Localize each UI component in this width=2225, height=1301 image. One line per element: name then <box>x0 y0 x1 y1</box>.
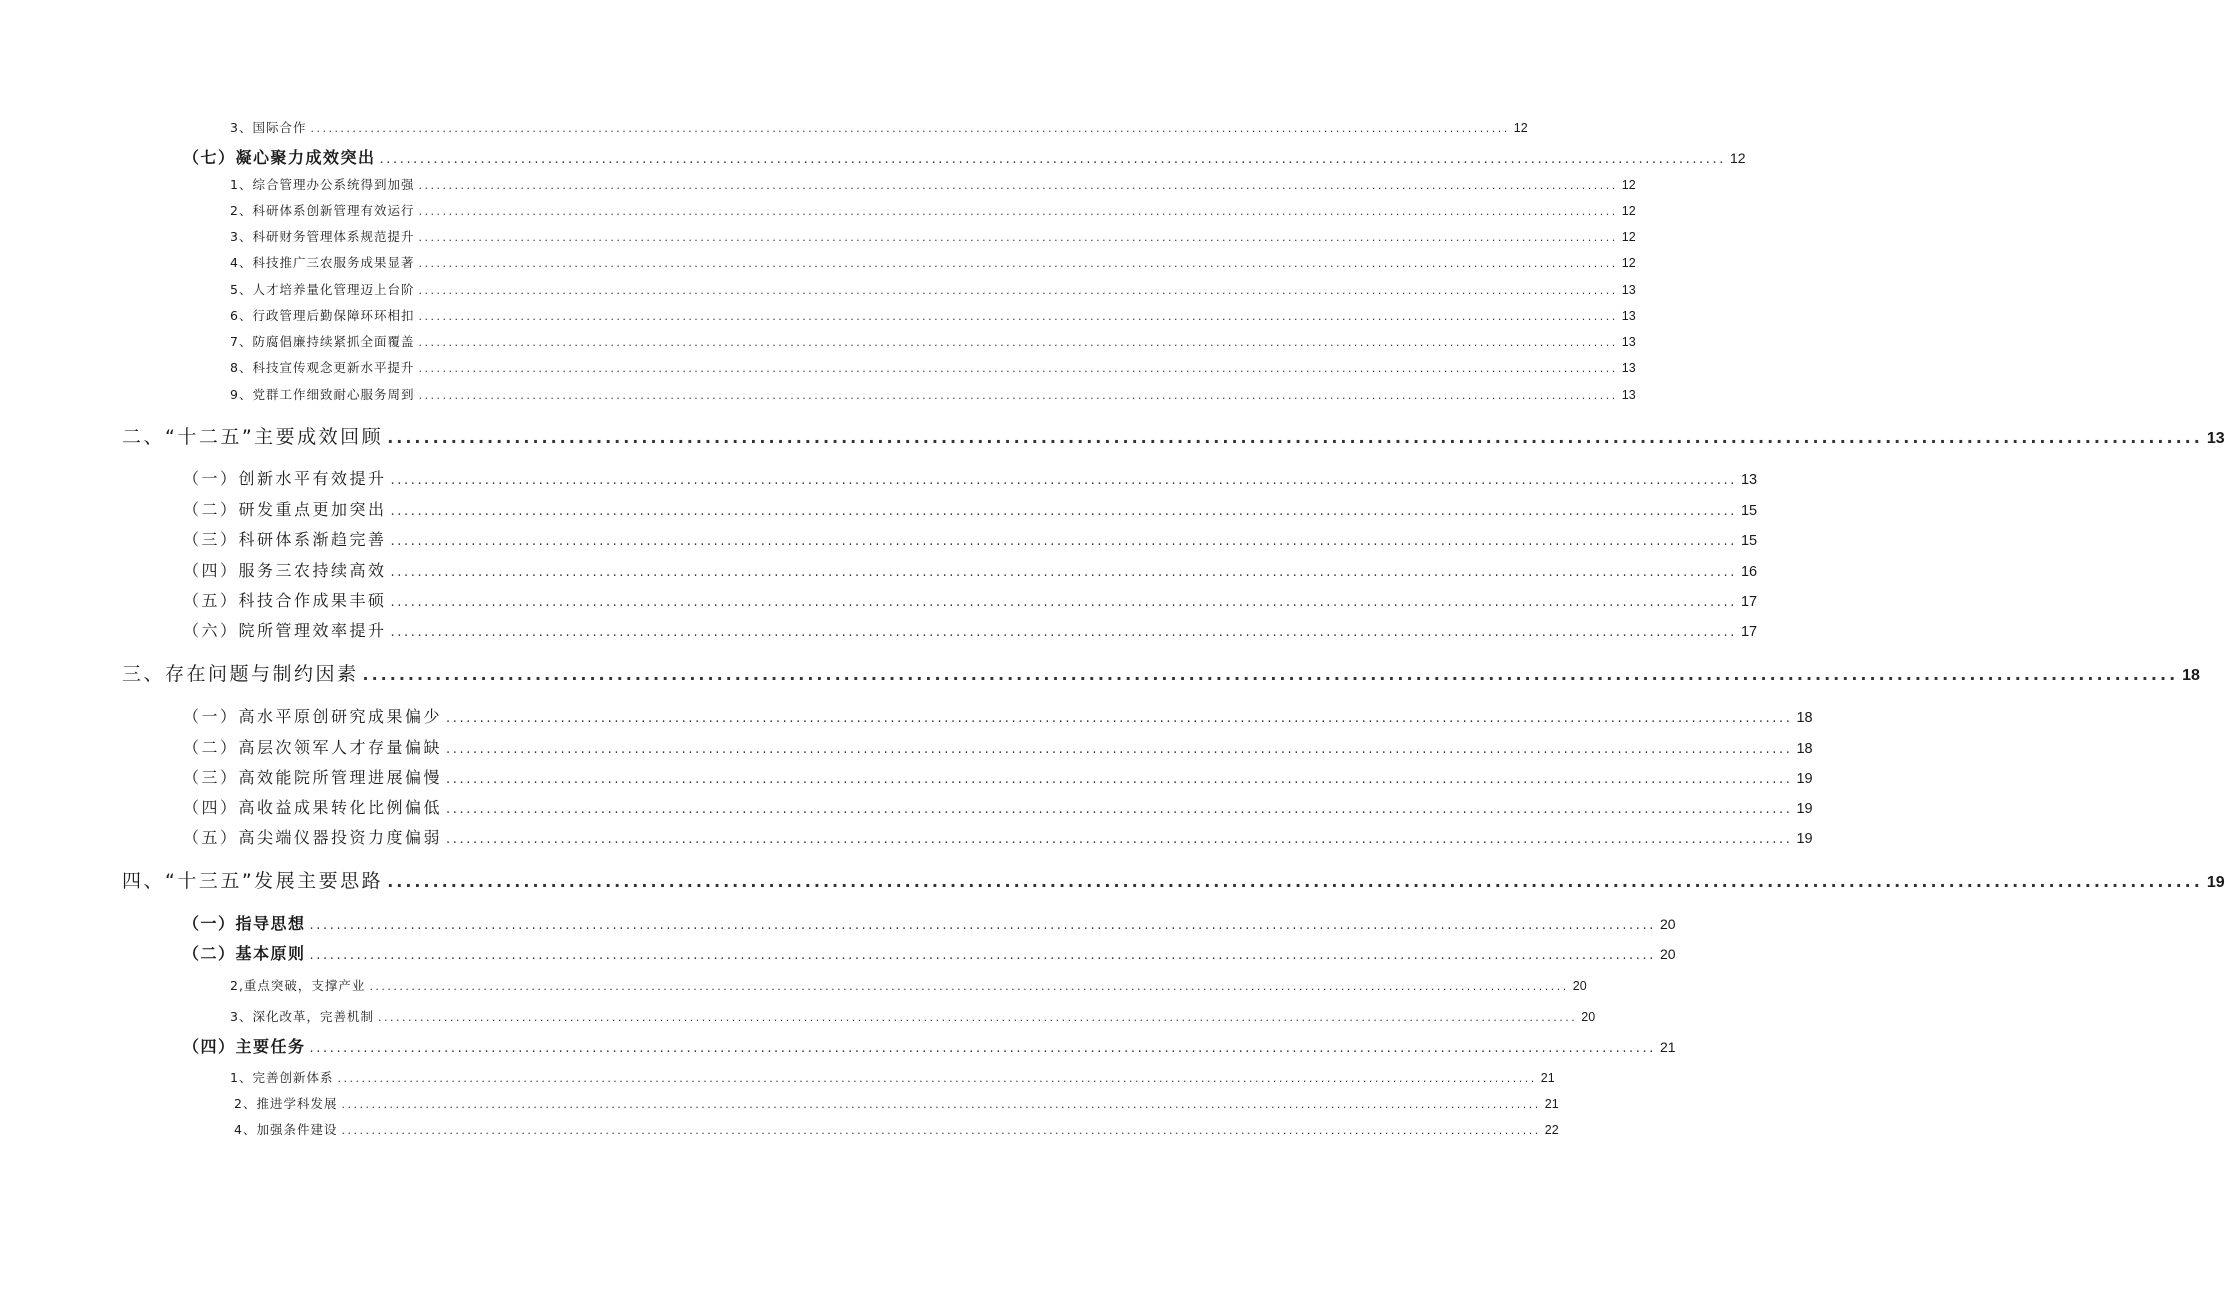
toc-page-number: 13 <box>1621 309 1636 323</box>
toc-page-number: 12 <box>1621 230 1636 244</box>
toc-chapter[interactable] <box>122 870 2225 892</box>
toc-entry[interactable] <box>230 1070 1555 1085</box>
toc-entry-title: （二）基本原则 <box>183 944 306 963</box>
toc-entry-title: 1、完善创新体系 <box>230 1070 334 1085</box>
toc-leader-dots: ........................................................................................................................................................................................................ <box>377 1011 1578 1024</box>
toc-page-number: 20 <box>1659 916 1676 932</box>
toc-leader-dots: ........................................................................................................................................................................................................ <box>446 742 1793 757</box>
toc-leader-dots: ........................................................................................................................................................................................................ <box>369 980 1569 993</box>
toc-page-number: 20 <box>1581 1010 1596 1024</box>
toc-entry[interactable] <box>230 282 1636 297</box>
toc-leader-dots: ........................................................................................................................................................................................................ <box>390 473 1737 488</box>
toc-entry[interactable] <box>183 500 1758 519</box>
toc-entry-title: 2,重点突破，支撑产业 <box>230 978 366 993</box>
toc-leader-dots: ........................................................................................................................................................................................................ <box>387 872 2203 891</box>
toc-entry-title: （一）创新水平有效提升 <box>183 469 387 488</box>
toc-entry-title: （五）科技合作成果丰硕 <box>183 591 387 610</box>
toc-leader-dots: ........................................................................................................................................................................................................ <box>390 595 1737 610</box>
toc-entry-title: （一）高水平原创研究成果偏少 <box>183 707 443 726</box>
toc-leader-dots: ........................................................................................................................................................................................................ <box>418 389 1618 402</box>
toc-entry[interactable] <box>234 1122 1559 1137</box>
toc-leader-dots: ........................................................................................................................................................................................................ <box>446 711 1793 726</box>
toc-entry-title: （二）研发重点更加突出 <box>183 500 387 519</box>
toc-entry-title: 2、推进学科发展 <box>234 1096 338 1111</box>
toc-page-number: 21 <box>1659 1039 1676 1055</box>
toc-entry-title: （四）主要任务 <box>183 1037 306 1056</box>
toc-entry-title: （七）凝心聚力成效突出 <box>183 148 376 167</box>
toc-leader-dots: ........................................................................................................................................................................................................ <box>418 336 1618 349</box>
toc-page-number: 13 <box>1740 472 1758 488</box>
toc-entry[interactable] <box>230 120 1528 135</box>
toc-entry-title: （五）高尖端仪器投资力度偏弱 <box>183 828 443 847</box>
toc-page-number: 22 <box>1544 1123 1559 1137</box>
toc-leader-dots: ........................................................................................................................................................................................................ <box>341 1124 1541 1137</box>
toc-entry[interactable] <box>183 768 1813 787</box>
toc-leader-dots: ........................................................................................................................................................................................................ <box>418 257 1618 270</box>
toc-page-number: 15 <box>1740 503 1758 519</box>
toc-leader-dots: ........................................................................................................................................................................................................ <box>309 948 1656 963</box>
toc-leader-dots: ........................................................................................................................................................................................................ <box>379 152 1726 167</box>
toc-page-number: 17 <box>1740 594 1758 610</box>
toc-entry[interactable] <box>183 148 1746 167</box>
toc-chapter-title: 二、“十二五”主要成效回顾 <box>122 426 384 448</box>
toc-entry[interactable] <box>230 203 1636 218</box>
toc-leader-dots: ........................................................................................................................................................................................................ <box>390 534 1737 549</box>
toc-leader-dots: ........................................................................................................................................................................................................ <box>387 428 2203 447</box>
toc-entry[interactable] <box>183 828 1813 847</box>
toc-entry-title: 4、科技推广三农服务成果显著 <box>230 255 415 270</box>
toc-entry[interactable] <box>230 1009 1596 1024</box>
toc-entry[interactable] <box>183 591 1758 610</box>
toc-page-number: 12 <box>1729 150 1746 166</box>
toc-entry-title: （一）指导思想 <box>183 914 306 933</box>
toc-entry[interactable] <box>230 334 1636 349</box>
toc-entry[interactable] <box>183 1037 1676 1056</box>
toc-entry[interactable] <box>183 944 1676 963</box>
toc-entry[interactable] <box>230 229 1636 244</box>
toc-page-number: 13 <box>1621 283 1636 297</box>
toc-leader-dots: ........................................................................................................................................................................................................ <box>390 504 1737 519</box>
toc-entry[interactable] <box>234 1096 1559 1111</box>
toc-entry[interactable] <box>183 530 1758 549</box>
toc-page-number: 19 <box>1796 831 1813 847</box>
toc-chapter-title: 三、存在问题与制约因素 <box>122 663 359 685</box>
toc-entry[interactable] <box>230 255 1636 270</box>
toc-entry[interactable] <box>183 798 1813 817</box>
toc-leader-dots: ........................................................................................................................................................................................................ <box>337 1072 1537 1085</box>
toc-page-number: 19 <box>1796 771 1813 787</box>
toc-entry[interactable] <box>183 914 1676 933</box>
toc-entry-title: （三）科研体系渐趋完善 <box>183 530 387 549</box>
toc-page-number: 18 <box>2182 667 2200 684</box>
toc-entry[interactable] <box>230 978 1587 993</box>
toc-entry[interactable] <box>230 387 1636 402</box>
toc-entry-title: （三）高效能院所管理进展偏慢 <box>183 768 443 787</box>
toc-leader-dots: ........................................................................................................................................................................................................ <box>309 1041 1656 1056</box>
toc-page-number: 13 <box>1621 335 1636 349</box>
toc-entry-title: （四）服务三农持续高效 <box>183 561 387 580</box>
toc-page-number: 13 <box>1621 361 1636 375</box>
toc-leader-dots: ........................................................................................................................................................................................................ <box>418 179 1618 192</box>
toc-entry-title: 2、科研体系创新管理有效运行 <box>230 203 415 218</box>
toc-entry[interactable] <box>230 360 1636 375</box>
toc-leader-dots: ........................................................................................................................................................................................................ <box>310 122 1510 135</box>
toc-entry-title: 1、综合管理办公系统得到加强 <box>230 177 415 192</box>
toc-entry-title: 8、科技宣传观念更新水平提升 <box>230 360 415 375</box>
toc-entry-title: 6、行政管理后勤保障环环相扣 <box>230 308 415 323</box>
toc-entry[interactable] <box>183 738 1813 757</box>
toc-page-number: 12 <box>1513 121 1528 135</box>
toc-entry-title: （六）院所管理效率提升 <box>183 621 387 640</box>
toc-entry[interactable] <box>183 469 1758 488</box>
toc-page-number: 12 <box>1621 204 1636 218</box>
toc-leader-dots: ........................................................................................................................................................................................................ <box>446 802 1793 817</box>
toc-page-number: 18 <box>1796 741 1813 757</box>
toc-chapter[interactable] <box>122 663 2200 685</box>
toc-leader-dots: ........................................................................................................................................................................................................ <box>418 284 1618 297</box>
toc-chapter[interactable] <box>122 426 2225 448</box>
toc-leader-dots: ........................................................................................................................................................................................................ <box>418 310 1618 323</box>
toc-page-number: 20 <box>1572 979 1587 993</box>
toc-leader-dots: ........................................................................................................................................................................................................ <box>309 918 1656 933</box>
toc-entry-title: （四）高收益成果转化比例偏低 <box>183 798 443 817</box>
toc-entry-title: 9、党群工作细致耐心服务周到 <box>230 387 415 402</box>
toc-entry[interactable] <box>183 707 1813 726</box>
toc-entry-title: （二）高层次领军人才存量偏缺 <box>183 738 443 757</box>
toc-entry-title: 3、科研财务管理体系规范提升 <box>230 229 415 244</box>
toc-page-number: 16 <box>1740 564 1758 580</box>
toc-page-number: 12 <box>1621 178 1636 192</box>
toc-entry-title: 3、国际合作 <box>230 120 307 135</box>
toc-leader-dots: ........................................................................................................................................................................................................ <box>446 832 1793 847</box>
toc-entry-title: 5、人才培养量化管理迈上台阶 <box>230 282 415 297</box>
toc-page-number: 19 <box>1796 801 1813 817</box>
toc-entry-title: 3、深化改革，完善机制 <box>230 1009 374 1024</box>
toc-page-number: 21 <box>1540 1071 1555 1085</box>
toc-entry[interactable] <box>183 621 1758 640</box>
toc-leader-dots: ........................................................................................................................................................................................................ <box>362 665 2179 684</box>
toc-page-number: 21 <box>1544 1097 1559 1111</box>
toc-page-number: 18 <box>1796 710 1813 726</box>
toc-entry-title: 7、防腐倡廉持续紧抓全面覆盖 <box>230 334 415 349</box>
toc-page-number: 17 <box>1740 624 1758 640</box>
toc-page-number: 20 <box>1659 946 1676 962</box>
toc-leader-dots: ........................................................................................................................................................................................................ <box>341 1098 1541 1111</box>
toc-leader-dots: ........................................................................................................................................................................................................ <box>446 772 1793 787</box>
toc-entry[interactable] <box>230 177 1636 192</box>
toc-page-number: 12 <box>1621 256 1636 270</box>
toc-entry[interactable] <box>230 308 1636 323</box>
toc-entry[interactable] <box>183 561 1758 580</box>
toc-page-number: 13 <box>2206 430 2225 447</box>
toc-entry-title: 4、加强条件建设 <box>234 1122 338 1137</box>
toc-page-number: 19 <box>2206 874 2225 891</box>
toc-page-number: 13 <box>1621 388 1636 402</box>
toc-leader-dots: ........................................................................................................................................................................................................ <box>418 362 1618 375</box>
toc-leader-dots: ........................................................................................................................................................................................................ <box>390 625 1737 640</box>
toc-chapter-title: 四、“十三五”发展主要思路 <box>122 870 384 892</box>
toc-leader-dots: ........................................................................................................................................................................................................ <box>418 231 1618 244</box>
toc-leader-dots: ........................................................................................................................................................................................................ <box>390 565 1737 580</box>
toc-leader-dots: ........................................................................................................................................................................................................ <box>418 205 1618 218</box>
toc-page-number: 15 <box>1740 533 1758 549</box>
